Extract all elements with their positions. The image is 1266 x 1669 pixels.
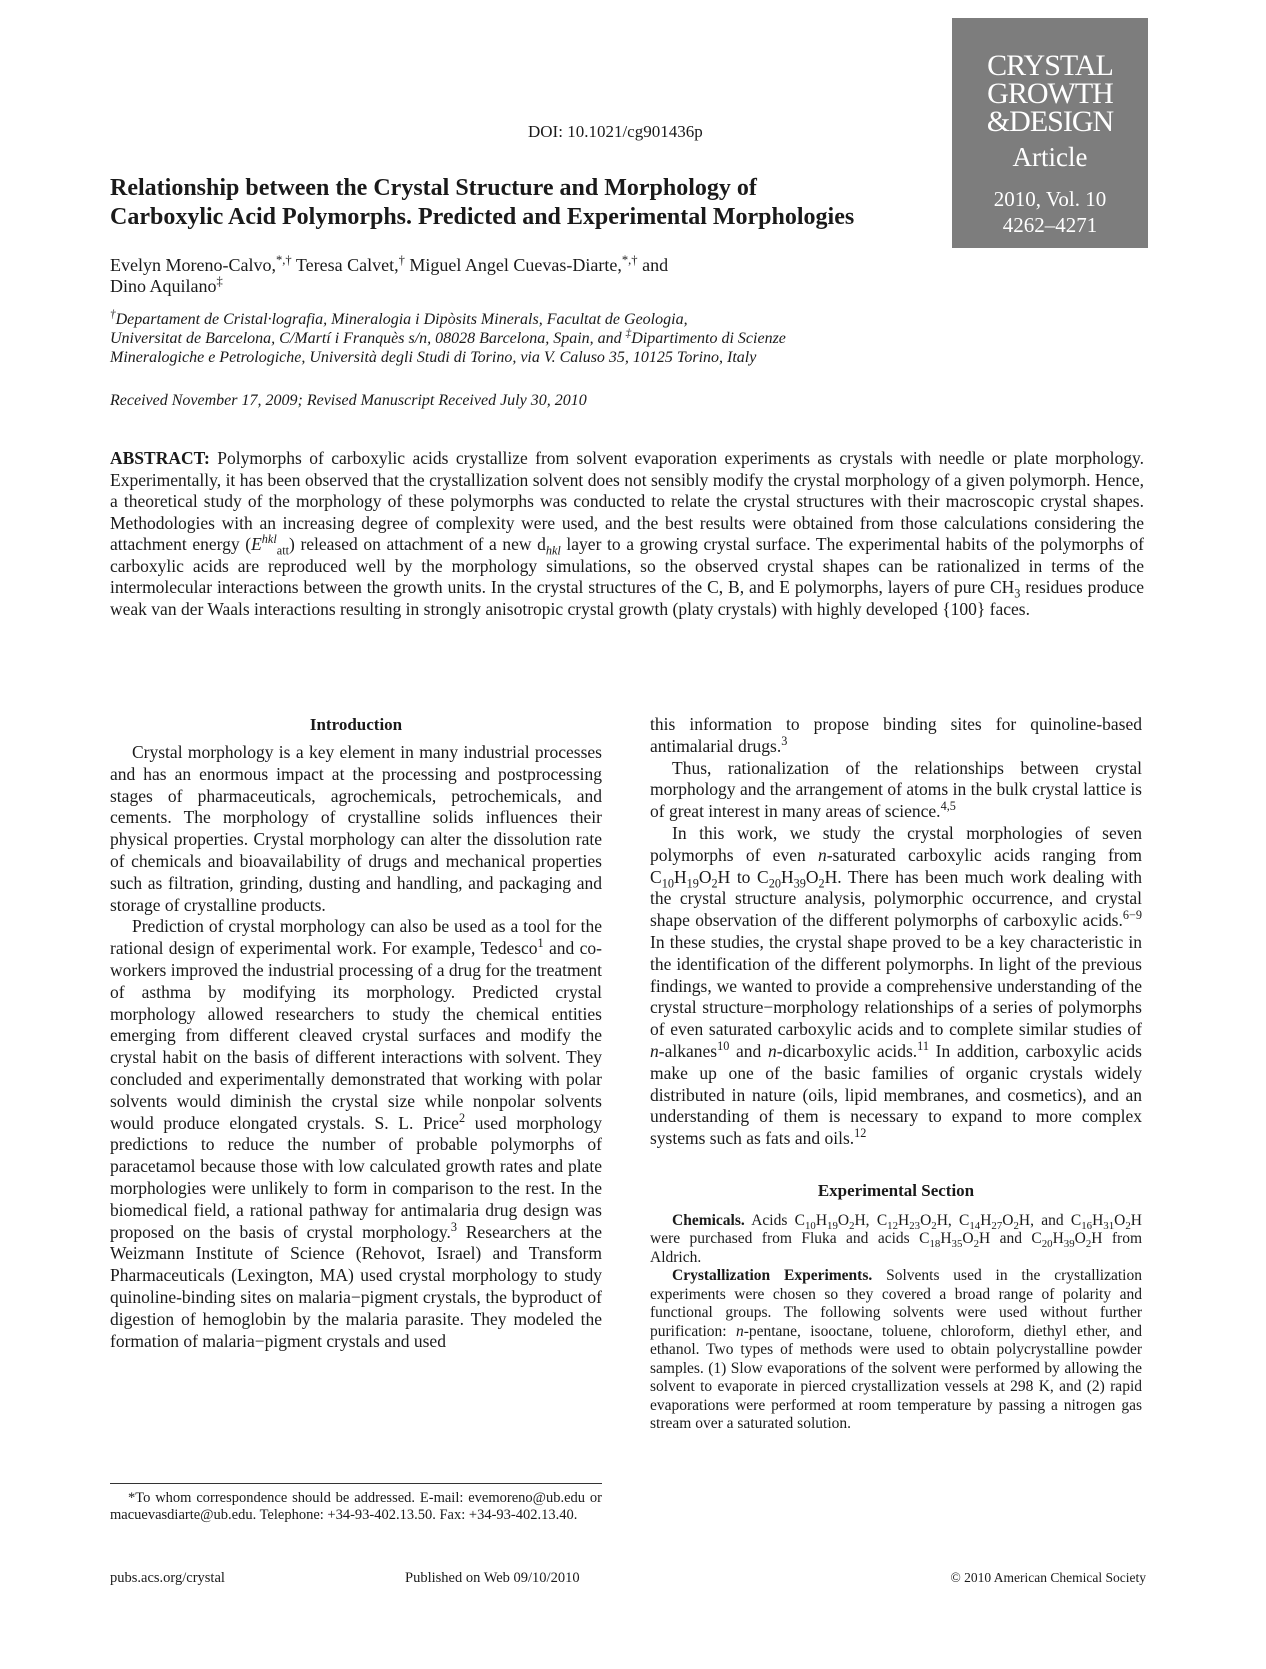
right-column xyxy=(650,714,1142,1434)
experimental-heading: Experimental Section xyxy=(817,1180,975,1200)
year-volume: 2010, Vol. 10 xyxy=(993,187,1107,211)
correspondence-footnote: *To whom correspondence should be addressed. E-mail: evemoreno@ub.edu or macuevasdiarte@ub.edu. Telephone: +34-93-402.13.50. Fax: +34-93-402.13.40. xyxy=(110,1490,602,1523)
intro-paragraph-4: In this work, we study the crystal morphologies of seven polymorphs of even n-saturated carboxylic acids ranging from $C_{10}H_{19}O_2H$ to $C_{20}H_{39}O_2H$. There has been much work dealing with the crystal structure analysis, polymorphic occurrence, and crystal shape observation of the different polymorphs of carboxylic acids.$^{6-9}$ In these studies, the crystal shape proved to be a key characteristic in the identification of the different polymorphs. In light of the previous findings, we wanted to provide a comprehensive understanding of the crystal structure−morphology relationships of a series of polymorphs of even saturated carboxylic acids and to complete similar studies of n-alkanes$^{10}$ and n-dicarboxylic acids.$^{11}$ In addition, carboxylic acids make up one of the basic families of organic crystals widely distributed in nature (oils, lipid membranes, and cosmetics), and an understanding of them is necessary to expand to more complex systems such as fats and oils.$^{12}$ xyxy=(650,822,1142,1149)
journal-url[interactable]: pubs.acs.org/crystal xyxy=(110,1570,225,1586)
intro-paragraph-2-continued: this information to propose binding sites for quinoline-based antimalarial drugs.$^3$ xyxy=(650,714,1142,756)
article-type: Article xyxy=(1012,142,1088,172)
crystallization-paragraph: Crystallization Experiments. Solvents used in the crystallization experiments were chosen so they covered a broad range of polarity and functional groups. The following solvents were used without further purification: n-pentane, isooctane, toluene, chloroform, diethyl ether, and ethanol. Two types of methods were used to obtain polycrystalline powder samples. (1) Slow evaporations of the solvent were performed by allowing the solvent to evaporate in pierced crystallization vessels at 298 K, and (2) rapid evaporations were performed at room temperature by passing a nitrogen gas stream over a saturated solution. xyxy=(650,1267,1142,1433)
chemicals-paragraph: Chemicals. Acids $C_{10}H_{19}O_2H$, $C_{12}H_{23}O_2H$, $C_{14}H_{27}O_2H$, and $C_{16}H_{31}O_2H$ were purchased from Fluka and acids $C_{18}H_{35}O_2H$ and $C_{20}H_{39}O_2H$ from Aldrich. xyxy=(650,1211,1143,1266)
journal-banner xyxy=(952,18,1148,248)
intro-paragraph-2: Prediction of crystal morphology can also be used as a tool for the rational design of experimental work. For example, Tedesco$^1$ and co-workers improved the industrial processing of a drug for the treatment of asthma by modifying its morphology. Predicted crystal morphology allowed researchers to study the chemical entities emerging from different cleaved crystal surfaces and modify the crystal habit on the basis of different interactions with solvent. They concluded and experimentally demonstrated that working with polar solvents would diminish the crystal size while nonpolar solvents would produce elongated crystals. S. L. Price$^2$ used morphology predictions to reduce the number of probable polymorphs of paracetamol because those with low calculated growth rates and plate morphologies were unlikely to form in comparison to the rest. In the biomedical field, a rational pathway for antimalaria drug design was proposed on the basis of crystal morphology.$^3$ Researchers at the Weizmann Institute of Science (Rehovot, Israel) and Transform Pharmaceuticals (Lexington, MA) used crystal morphology to study quinoline-binding sites on malaria−pigment crystals, the byproduct of digestion of hemoglobin by the malaria parasite. They modeled the formation of malaria−pigment crystals and used xyxy=(110,916,602,1351)
publication-date: Published on Web 09/10/2010 xyxy=(405,1570,580,1586)
abstract: ABSTRACT: Polymorphs of carboxylic acids crystallize from solvent evaporation experiments as crystals with needle or plate morphology. Experimentally, it has been observed that the crystallization solvent does not sensibly modify the crystal morphology of a given polymorph. Hence, a theoretical study of the morphology of these polymorphs was conducted to relate the crystal structures with their macroscopic crystal shapes. Methodologies with an increasing degree of complexity were used, and the best results were obtained from those calculations considering the attachment energy $(E^{hkl}_{att})$ released on attachment of a new $d_{hkl}$ layer to a growing crystal surface. The experimental habits of the polymorphs of carboxylic acids are reproduced well by the morphology simulations, so the observed crystal shapes can be rationalized in terms of the intermolecular interactions between the growth units. In the crystal structures of the C, B, and E polymorphs, layers of pure $CH_3$ residues produce weak van der Waals interactions resulting in strongly anisotropic crystal growth (platy crystals) with highly developed {100} faces. xyxy=(110,448,1144,619)
abstract-label: ABSTRACT: xyxy=(110,448,210,468)
intro-paragraph-3: Thus, rationalization of the relationships between crystal morphology and the arrangement of atoms in the bulk crystal lattice is of great interest in many areas of science.$^{4,5}$ xyxy=(650,757,1142,822)
page-range: 4262–4271 xyxy=(1002,213,1098,237)
journal-name: CRYSTAL GROWTH &DESIGN xyxy=(986,49,1114,138)
copyright: © 2010 American Chemical Society xyxy=(950,1570,1146,1585)
affiliations: †Departament de Cristal·lografia, Mineralogia i Dipòsits Minerals, Facultat de Geologia, Universitat de Barcelona, C/Martí i Franquès s/n, 08028 Barcelona, Spain, and ‡Dipartimento di Scienze Mineralogiche e Petrologiche, Università degli Studi di Torino, via V. Caluso 35, 10125 Torino, Italy xyxy=(110,308,786,366)
copyright-icon: © xyxy=(950,1570,961,1585)
left-column xyxy=(110,714,602,1352)
received-dates: Received November 17, 2009; Revised Manuscript Received July 30, 2010 xyxy=(110,392,587,409)
article-title: Relationship between the Crystal Structure and Morphology of Carboxylic Acid Polymorphs. Predicted and Experimental Morphologies xyxy=(110,175,855,230)
footnote-divider xyxy=(110,1483,602,1484)
introduction-heading: Introduction xyxy=(309,715,403,734)
intro-paragraph-1: Crystal morphology is a key element in many industrial processes and has an enormous impact at the processing and postprocessing stages of pharmaceuticals, agrochemicals, petrochemicals, and cements. The morphology of crystalline solids influences their physical properties. Crystal morphology can alter the dissolution rate of chemicals and bioavailability of drugs and mechanical properties such as filtration, grinding, dusting and handling, and packaging and storage of crystalline products. xyxy=(110,742,602,915)
doi: DOI: 10.1021/cg901436p xyxy=(528,122,703,141)
author-list: Evelyn Moreno-Calvo,*,† Teresa Calvet,† Miguel Angel Cuevas-Diarte,*,† and Dino Aquilano‡ xyxy=(110,253,669,296)
